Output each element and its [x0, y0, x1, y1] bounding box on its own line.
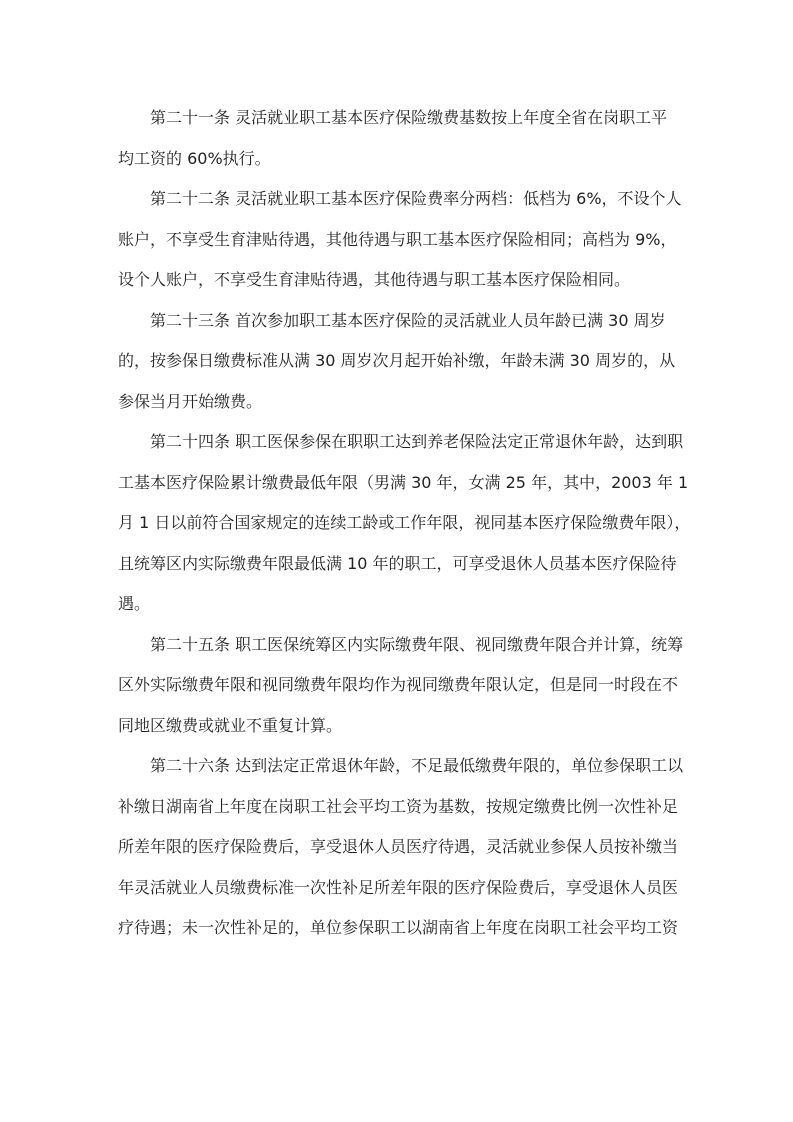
text-line: 均工资的 60%执行。 — [118, 148, 271, 168]
article-24-paragraph — [118, 422, 691, 625]
text-line: 第二十六条 达到法定正常退休年龄，不足最低缴费年限的，单位参保职工以 — [150, 756, 684, 775]
text-line: 补缴日湖南省上年度在岗职工社会平均工资为基数，按规定缴费比例一次性补足 — [118, 796, 679, 816]
document-body — [118, 98, 691, 949]
text-line: 第二十三条 首次参加职工基本医疗保险的灵活就业人员年龄已满 30 周岁 — [150, 310, 666, 330]
article-25-paragraph — [118, 625, 684, 747]
text-line: 遇。 — [118, 594, 151, 613]
text-line: 区外实际缴费年限和视同缴费年限均作为视同缴费年限认定，但是同一时段在不 — [118, 675, 679, 694]
text-line: 同地区缴费或就业不重复计算。 — [118, 715, 343, 735]
text-line: 第二十二条 灵活就业职工基本医疗保险费率分两档：低档为 6%，不设个人 — [150, 189, 682, 208]
text-line: 月 1 日以前符合国家规定的连续工龄或工作年限，视同基本医疗保险缴费年限）， — [118, 513, 691, 532]
text-line: 疗待遇；未一次性补足的，单位参保职工以湖南省上年度在岗职工社会平均工资 — [118, 918, 679, 937]
article-23-paragraph — [118, 301, 684, 423]
article-22-paragraph — [118, 179, 684, 301]
text-line: 所差年限的医疗保险费后，享受退休人员医疗待遇，灵活就业参保人员按补缴当 — [118, 837, 679, 856]
text-line: 第二十一条 灵活就业职工基本医疗保险缴费基数按上年度全省在岗职工平 — [150, 108, 668, 127]
text-line: 的，按参保日缴费标准从满 30 周岁次月起开始补缴，年龄未满 30 周岁的，从 — [118, 351, 676, 370]
text-line: 第二十四条 职工医保参保在职职工达到养老保险法定正常退休年龄，达到职 — [150, 432, 684, 451]
text-line: 工基本医疗保险累计缴费最低年限（男满 30 年，女满 25 年，其中，2003 年 1 — [118, 472, 689, 492]
text-line: 账户，不享受生育津贴待遇，其他待遇与职工基本医疗保险相同；高档为 9%， — [118, 229, 677, 249]
text-line: 参保当月开始缴费。 — [118, 391, 263, 411]
text-line: 第二十五条 职工医保统筹区内实际缴费年限、视同缴费年限合并计算，统筹 — [150, 634, 684, 654]
text-line: 且统筹区内实际缴费年限最低满 10 年的职工，可享受退休人员基本医疗保险待 — [118, 553, 677, 573]
text-line: 设个人账户，不享受生育津贴待遇，其他待遇与职工基本医疗保险相同。 — [118, 270, 631, 289]
text-line: 年灵活就业人员缴费标准一次性补足所差年限的医疗保险费后，享受退休人员医 — [118, 877, 679, 897]
article-21-paragraph — [118, 98, 684, 179]
article-26-paragraph — [118, 746, 684, 949]
